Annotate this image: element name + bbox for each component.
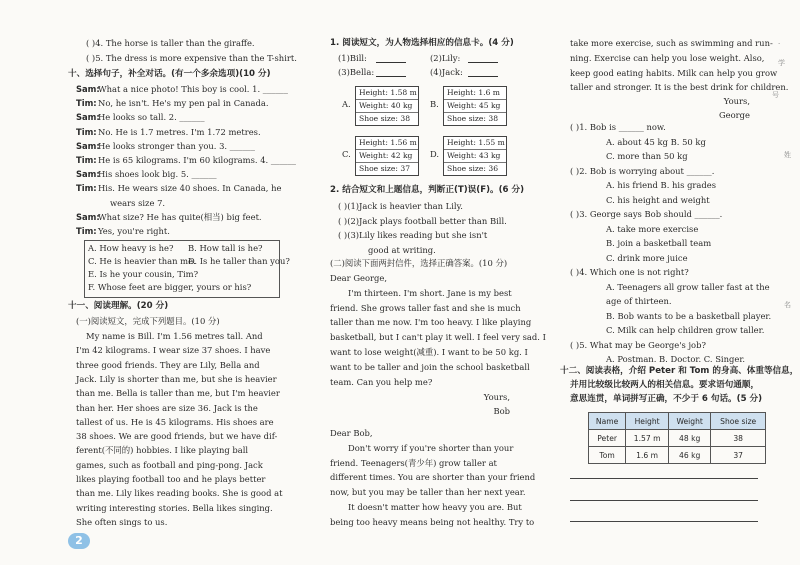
mc-question: ( )3. George says Bob should ______. <box>570 209 723 219</box>
dialog-line: His. He wears size 40 shoes. In Canada, he <box>98 183 282 194</box>
dialog-line: He looks so tall. 2. ______ <box>98 112 205 123</box>
letter-line: now, but you may be taller than her next year. <box>330 487 526 498</box>
letter-line: Dear Bob, <box>330 428 373 438</box>
q1-title: 1. 阅读短文，为人物选择相应的信息卡。(4 分) <box>330 38 514 48</box>
card-label: D. <box>430 149 440 159</box>
mc-option: A. his friend B. his grades <box>606 180 717 190</box>
card-row: Weight: 42 kg <box>356 150 418 163</box>
table-cell: Peter <box>589 430 626 447</box>
mc-option: A. Teenagers all grow taller fast at the <box>606 281 770 292</box>
card-row: Height: 1.6 m <box>444 87 506 100</box>
passage-line: ferent(不同的) hobbies. I like playing ball <box>76 445 249 456</box>
letter-line: Don't worry if you're shorter than your <box>348 442 514 453</box>
table-cell: 37 <box>711 447 766 464</box>
info-card <box>355 86 419 126</box>
letter-line: basketball, but I can't play it well. I feel very sad. I <box>330 332 546 343</box>
letter-line: being too heavy means being not healthy. Try to <box>330 516 535 527</box>
info-card <box>443 136 507 176</box>
card-row: Shoe size: 38 <box>359 114 411 123</box>
card-row: Height: 1.55 m <box>444 137 506 150</box>
table-row <box>589 430 766 447</box>
mc-question: ( )5. What may be George's job? <box>570 339 706 350</box>
judge-item: ( )(1)Jack is heavier than Lily. <box>338 201 463 211</box>
dialog-line: His shoes look big. 5. ______ <box>98 169 217 180</box>
q1-blank-label: (2)Lily: <box>430 53 461 63</box>
dialog-speaker: Tim: <box>76 98 97 109</box>
dialog-line: No. He is 1.7 metres. I'm 1.72 metres. <box>98 126 261 137</box>
dialog-speaker: Tim: <box>76 155 97 165</box>
letter-closing: Bob <box>493 406 510 416</box>
letter-line: friend. Teenagers(青少年) grow taller at <box>330 457 497 468</box>
passage-line: tallest of us. He is 45 kilograms. His shoes are <box>76 416 274 427</box>
passage-line: She often sings to us. <box>76 516 168 527</box>
dialog-line: He looks stronger than you. 3. ______ <box>98 140 255 151</box>
mc-question: ( )2. Bob is worrying about ______. <box>570 165 715 176</box>
writing-line-1[interactable] <box>570 478 758 479</box>
passage-line: My name is Bill. I'm 1.56 metres tall. And <box>86 331 263 341</box>
letter-line: friend. She grows taller fast and she is much <box>330 302 521 313</box>
answer-blank[interactable] <box>376 54 406 63</box>
section-10-title: 十、选择句子，补全对话。(有一个多余选项)(10 分) <box>68 69 271 79</box>
letter-line: different times. You are shorter than your friend <box>330 472 536 483</box>
column-middle <box>330 0 546 565</box>
dialog-line: Yes, you're right. <box>98 226 170 236</box>
letter-line: taller than me now. I'm too heavy. I like playing <box>330 317 532 328</box>
table-cell: 1.6 m <box>626 447 669 464</box>
mc-question: ( )4. Which one is not right? <box>570 267 689 277</box>
table-cell: 38 <box>711 430 766 447</box>
dialog-speaker: Sam: <box>76 112 100 123</box>
card-row: Height: 1.56 m <box>356 137 418 150</box>
margin-mark: 学 <box>778 59 785 67</box>
answer-blank[interactable] <box>468 54 498 63</box>
table-header <box>589 413 766 430</box>
mc-option: B. join a basketball team <box>606 238 712 248</box>
judge-item: ( )(3)Lily likes reading but she isn't <box>338 230 488 240</box>
card-label: A. <box>342 99 351 109</box>
dialog-line: No, he isn't. He's my pen pal in Canada. <box>98 98 269 109</box>
table-cell: 46 kg <box>668 447 710 464</box>
dialog-speaker: Sam: <box>76 169 100 180</box>
letter-closing: Yours, <box>723 96 750 106</box>
dialog-line: What a nice photo! This boy is cool. 1. ______ <box>98 84 288 94</box>
option-item: C. He is heavier than me. <box>88 256 196 266</box>
option-item: F. Whose feet are bigger, yours or his? <box>88 282 252 292</box>
table-cell: 1.57 m <box>626 430 669 447</box>
letter-line: ning. Exercise can help you lose weight. Also, <box>570 52 765 63</box>
option-item: B. How tall is he? <box>188 243 263 253</box>
mc-option: C. his height and weight <box>606 194 710 205</box>
passage-line: than me. Bella is taller than me, but I'm heavier <box>76 388 280 399</box>
passage-line: likes playing football too and he plays better <box>76 474 266 484</box>
info-card <box>355 136 419 176</box>
section-12-line: 并用比较级比较两人的相关信息。要求语句通顺， <box>570 380 760 390</box>
letter-line: I'm thirteen. I'm short. Jane is my best <box>348 287 512 298</box>
margin-mark: 姓 <box>784 151 791 159</box>
card-row: Weight: 45 kg <box>444 100 506 113</box>
section-12-line: 意思连贯，单词拼写正确，不少于 6 句话。(5 分) <box>570 394 763 404</box>
mc-option: C. more than 50 kg <box>606 151 688 161</box>
margin-mark: 名 <box>784 301 791 309</box>
dialog-speaker: Sam: <box>76 211 100 222</box>
mc-option: B. Bob wants to be a basketball player. <box>606 310 772 321</box>
info-card <box>443 86 507 126</box>
passage-line: than me. Lily likes reading books. She is good at <box>76 488 283 499</box>
mc-question: ( )1. Bob is ______ now. <box>570 122 666 132</box>
subsection-2-title: (二)阅读下面两封信件，选择正确答案。(10 分) <box>330 258 508 268</box>
dialog-speaker: Tim: <box>76 126 97 137</box>
section-11-title: 十一、阅读理解。(20 分) <box>68 301 169 311</box>
judge-item: good at writing. <box>368 244 436 255</box>
writing-line-3[interactable] <box>570 521 758 522</box>
q1-blank-label: (4)Jack: <box>430 67 463 77</box>
margin-mark: · <box>778 40 781 48</box>
letter-line: want to lose weight(减重). I want to be 50 kg. I <box>330 347 528 357</box>
letter-line: keep good eating habits. Milk can help you grow <box>570 67 778 78</box>
table-header-cell: Shoe size <box>711 413 766 430</box>
question-5: ( )5. The dress is more expensive than the T-shirt. <box>86 53 297 63</box>
passage-line: than her. Her shoes are size 36. Jack is the <box>76 402 258 413</box>
option-item: E. Is he your cousin, Tim? <box>88 269 199 279</box>
mc-option: C. drink more juice <box>606 252 688 263</box>
table-header-cell: Height <box>626 413 669 430</box>
letter-line: team. Can you help me? <box>330 376 433 387</box>
card-row: Shoe size: 37 <box>359 164 411 173</box>
dialog-line: He is 65 kilograms. I'm 60 kilograms. 4. ______ <box>98 155 296 165</box>
table-header-cell: Name <box>589 413 626 430</box>
q1-blank-label: (3)Bella: <box>338 67 375 77</box>
option-item: A. How heavy is he? <box>88 243 174 253</box>
letter-line: It doesn't matter how heavy you are. But <box>348 502 522 512</box>
q1-blank-label: (1)Bill: <box>338 53 367 63</box>
passage-line: I'm 42 kilograms. I wear size 37 shoes. I have <box>76 345 271 356</box>
passage-line: writing interesting stories. Bella likes singing. <box>76 502 273 513</box>
letter-line: take more exercise, such as swimming and run- <box>570 38 773 48</box>
table-body <box>589 430 766 464</box>
card-row: Shoe size: 36 <box>447 164 499 173</box>
letter-closing: George <box>718 110 750 120</box>
dialog-line: What size? He has quite(相当) big feet. <box>98 211 262 222</box>
card-row: Weight: 40 kg <box>356 100 418 113</box>
writing-line-2[interactable] <box>570 500 758 501</box>
dialog-line: wears size 7. <box>110 197 166 208</box>
q2-title: 2. 结合短文和上题信息，判断正(T)误(F)。(6 分) <box>330 185 525 195</box>
mc-option: C. Milk can help children grow taller. <box>606 325 765 335</box>
answer-blank[interactable] <box>468 68 498 77</box>
table-header-cell: Weight <box>668 413 710 430</box>
column-left <box>68 0 297 565</box>
mc-option: A. take more exercise <box>606 223 699 234</box>
card-row: Shoe size: 38 <box>447 114 499 123</box>
dialog-speaker: Sam: <box>76 84 100 94</box>
letter-line: taller and stronger. It is the best drink for children. <box>570 82 789 93</box>
question-4: ( )4. The horse is taller than the giraffe. <box>86 38 255 48</box>
margin-mark: 号 <box>772 91 779 99</box>
letter-closing: Yours, <box>483 392 510 402</box>
mc-option: A. Postman. B. Doctor. C. Singer. <box>606 354 746 364</box>
column-right <box>560 0 799 565</box>
subsection-1-title: (一)阅读短文，完成下列题目。(10 分) <box>76 316 220 326</box>
passage-line: three good friends. They are Lily, Bella and <box>76 359 260 370</box>
section-12-line: 十二、阅读表格，介绍 Peter 和 Tom 的身高、体重等信息， <box>560 366 799 376</box>
mc-option: age of thirteen. <box>606 296 672 306</box>
card-label: C. <box>342 149 351 159</box>
table-cell: 48 kg <box>668 430 710 447</box>
passage-line: games, such as football and ping-pong. Jack <box>76 459 263 470</box>
dialog-speaker: Tim: <box>76 183 97 194</box>
letter-line: want to be taller and join the school basketball <box>330 361 530 372</box>
passage-line: 38 shoes. We are good friends, but we have dif- <box>76 431 278 442</box>
card-label: B. <box>430 99 439 109</box>
card-row: Height: 1.58 m <box>356 87 418 100</box>
info-table <box>588 412 766 464</box>
option-item: D. Is he taller than you? <box>188 256 290 266</box>
dialog-speaker: Tim: <box>76 226 97 236</box>
answer-blank[interactable] <box>376 68 406 77</box>
mc-option: A. about 45 kg B. 50 kg <box>606 136 706 147</box>
letter-line: Dear George, <box>330 273 388 283</box>
passage-line: Jack. Lily is shorter than me, but she is heavier <box>76 373 277 384</box>
table-row <box>589 447 766 464</box>
card-row: Weight: 43 kg <box>444 150 506 163</box>
page-number: 2 <box>68 533 90 549</box>
table-cell: Tom <box>589 447 626 464</box>
judge-item: ( )(2)Jack plays football better than Bill. <box>338 215 507 226</box>
dialog-speaker: Sam: <box>76 140 100 151</box>
